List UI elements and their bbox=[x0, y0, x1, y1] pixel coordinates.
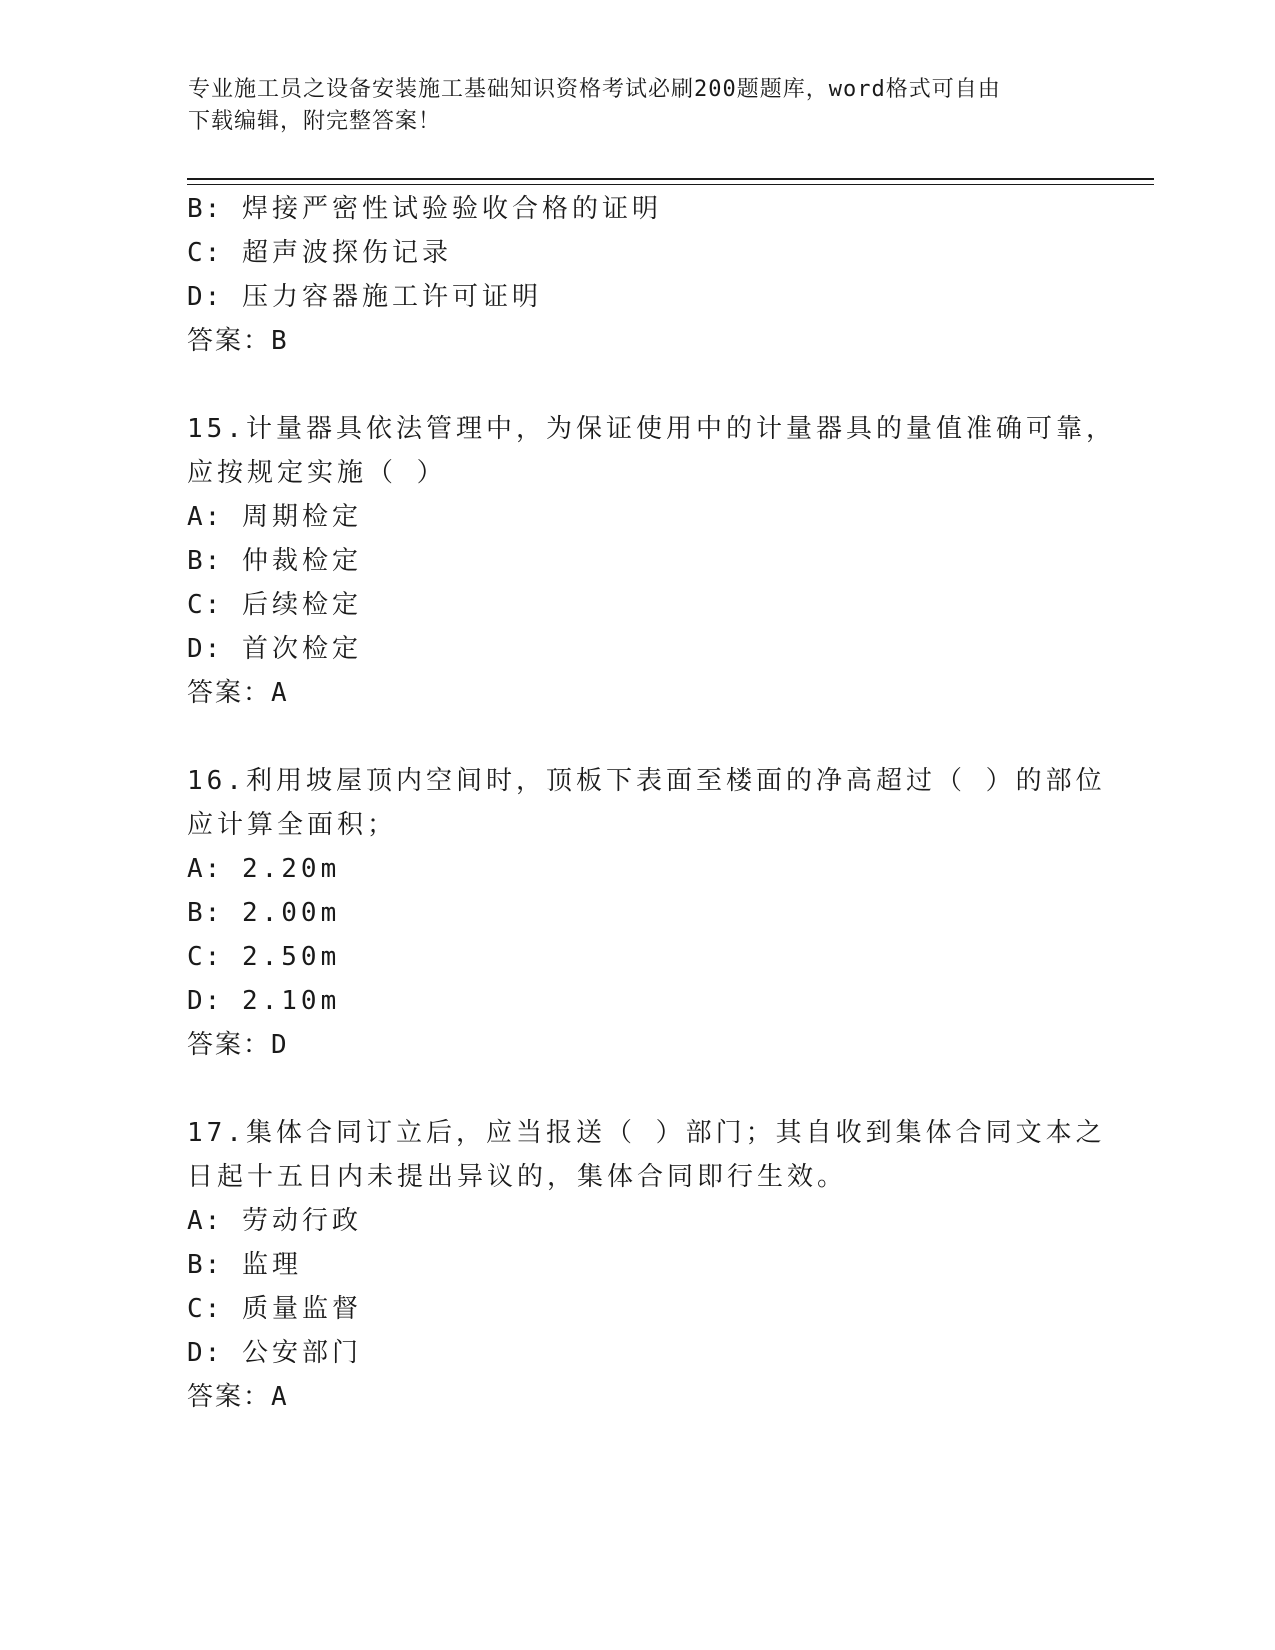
header-line-2: 下载编辑，附完整答案！ bbox=[188, 109, 442, 134]
option-a bbox=[187, 1204, 1087, 1238]
option-label: A: bbox=[187, 1206, 223, 1236]
option-label: A: bbox=[187, 502, 223, 532]
option-text: 后续检定 bbox=[241, 590, 362, 620]
answer: 答案：D bbox=[187, 1030, 289, 1060]
option-d bbox=[187, 984, 1087, 1018]
option-b bbox=[187, 544, 1087, 578]
question-stem-line-1: 16.利用坡屋顶内空间时，顶板下表面至楼面的净高超过（ ）的部位 bbox=[187, 766, 1106, 796]
option-d bbox=[187, 632, 1087, 666]
option-c bbox=[187, 940, 1087, 974]
option-label: B: bbox=[187, 194, 223, 224]
header-divider-thick bbox=[187, 178, 1154, 180]
option-text: 监理 bbox=[241, 1250, 302, 1280]
option-text: 周期检定 bbox=[241, 502, 362, 532]
option-label: C: bbox=[187, 942, 223, 972]
option-text: 2.50m bbox=[241, 942, 341, 972]
option-text: 2.00m bbox=[241, 898, 341, 928]
option-d bbox=[187, 1336, 1087, 1370]
option-text: 压力容器施工许可证明 bbox=[241, 282, 542, 312]
option-c bbox=[187, 588, 1087, 622]
option-label: B: bbox=[187, 1250, 223, 1280]
option-text: 公安部门 bbox=[241, 1338, 362, 1368]
option-text: 2.20m bbox=[241, 854, 341, 884]
option-text: 质量监督 bbox=[241, 1294, 362, 1324]
header-divider-thin bbox=[187, 184, 1154, 185]
option-text: 焊接严密性试验验收合格的证明 bbox=[241, 194, 662, 224]
option-text: 劳动行政 bbox=[241, 1206, 362, 1236]
option-b bbox=[187, 192, 1087, 226]
question-stem-line-2: 应计算全面积； bbox=[187, 810, 398, 840]
header-line-1: 专业施工员之设备安装施工基础知识资格考试必刷200题题库，word格式可自由 bbox=[188, 77, 1001, 102]
question-stem-line-1: 17.集体合同订立后，应当报送（ ）部门；其自收到集体合同文本之 bbox=[187, 1118, 1106, 1148]
option-label: B: bbox=[187, 546, 223, 576]
question-stem-line-1: 15.计量器具依法管理中，为保证使用中的计量器具的量值准确可靠， bbox=[187, 414, 1116, 444]
option-label: D: bbox=[187, 986, 223, 1016]
option-b bbox=[187, 896, 1087, 930]
question-stem-line-2: 日起十五日内未提出异议的，集体合同即行生效。 bbox=[187, 1162, 848, 1192]
option-text: 2.10m bbox=[241, 986, 341, 1016]
option-c bbox=[187, 1292, 1087, 1326]
option-label: D: bbox=[187, 282, 223, 312]
answer: 答案：A bbox=[187, 1382, 289, 1412]
option-label: D: bbox=[187, 1338, 223, 1368]
question-stem-line-2: 应按规定实施（ ） bbox=[187, 458, 447, 488]
option-label: C: bbox=[187, 590, 223, 620]
option-text: 仲裁检定 bbox=[241, 546, 362, 576]
option-a bbox=[187, 500, 1087, 534]
answer: 答案：B bbox=[187, 326, 289, 356]
option-label: A: bbox=[187, 854, 223, 884]
document-header bbox=[188, 74, 1068, 138]
option-text: 首次检定 bbox=[241, 634, 362, 664]
option-text: 超声波探伤记录 bbox=[241, 238, 452, 268]
option-label: C: bbox=[187, 1294, 223, 1324]
answer: 答案：A bbox=[187, 678, 289, 708]
option-c bbox=[187, 236, 1087, 270]
option-a bbox=[187, 852, 1087, 886]
option-label: D: bbox=[187, 634, 223, 664]
option-b bbox=[187, 1248, 1087, 1282]
option-d bbox=[187, 280, 1087, 314]
option-label: B: bbox=[187, 898, 223, 928]
option-label: C: bbox=[187, 238, 223, 268]
